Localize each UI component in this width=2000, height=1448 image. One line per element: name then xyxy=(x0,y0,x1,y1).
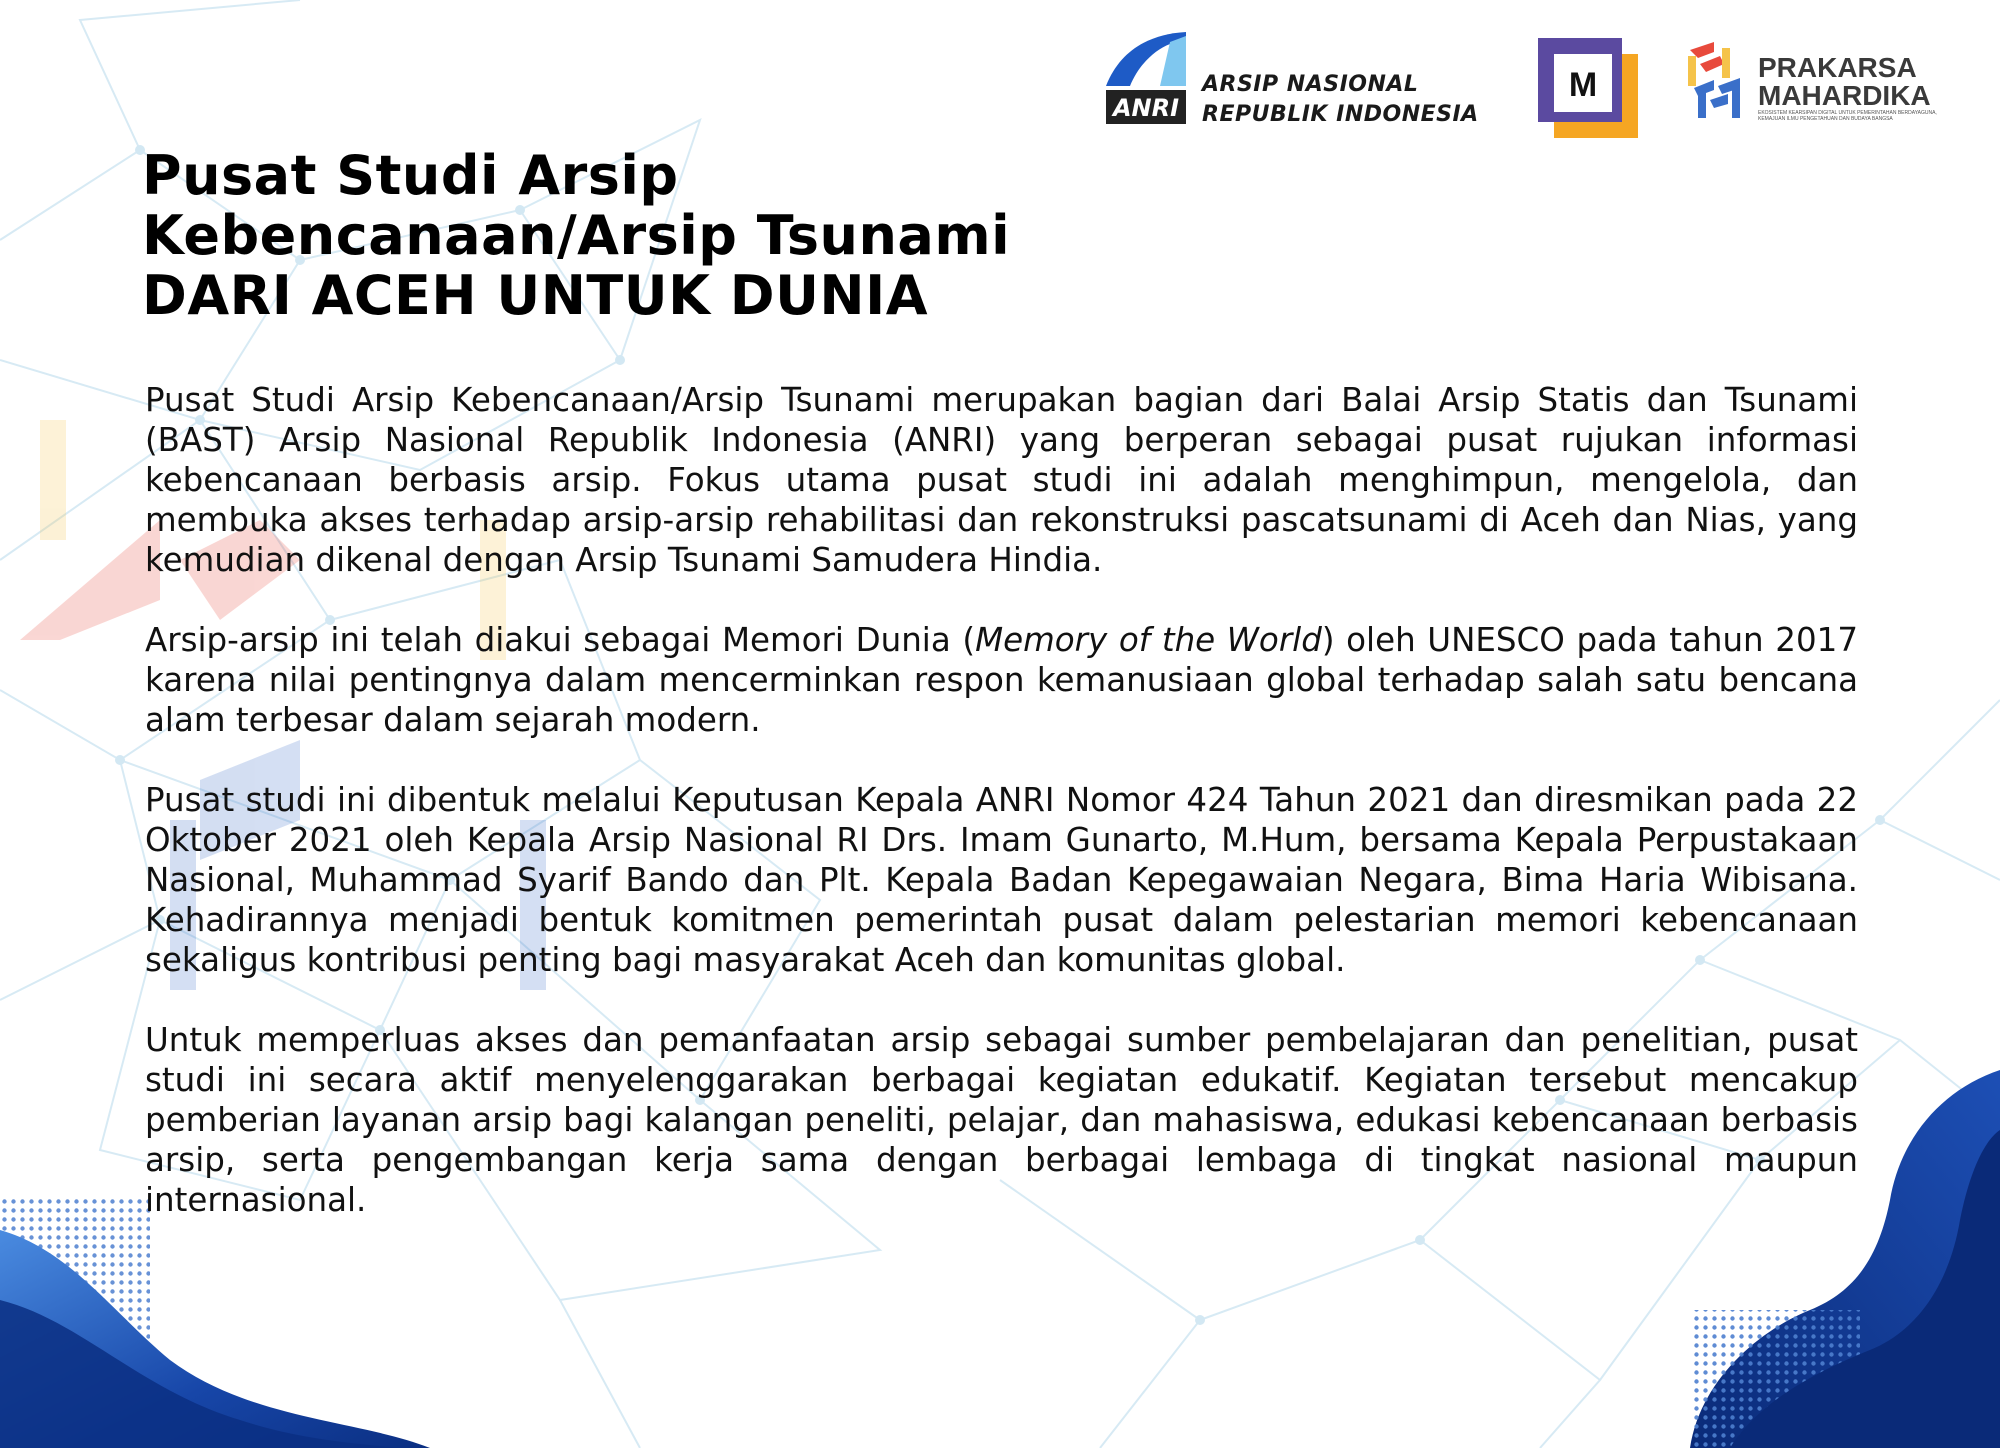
paragraph-4: Untuk memperluas akses dan pemanfaatan arsip sebagai sumber pembelajaran dan penelitian, pusat studi ini secara aktif menyelenggarakan berbagai kegiatan edukatif. Kegiatan tersebut mencakup pemberian layanan arsip bagi kalangan peneliti, pelajar, dan mahasiswa, edukasi kebencanaan berbasis arsip, serta pengembangan kerja sama dengan berbagai lembaga di tingkat nasional maupun internasional. xyxy=(145,1021,1858,1219)
pm-name-line2: MAHARDIKA xyxy=(1758,80,1931,111)
pm-logo-mark xyxy=(1684,42,1754,120)
pm-tagline xyxy=(1758,110,1954,122)
prakarsa-mahardika-logo xyxy=(1684,42,1954,122)
anri-name-line2: REPUBLIK INDONESIA xyxy=(1202,102,1479,127)
paragraph-2 xyxy=(145,620,1858,740)
m-logo-letter: M xyxy=(1568,66,1598,104)
anri-logo-letters: ANRI xyxy=(1112,94,1180,122)
paragraph-2-italic: Memory of the World xyxy=(975,621,1322,659)
anri-name xyxy=(1202,70,1479,130)
title-line1: Pusat Studi Arsip xyxy=(142,144,679,207)
pm-tagline-line1: EKOSISTEM KEARSIPAN DIGITAL UNTUK PEMERINTAHAN BERDAYAGUNA, xyxy=(1758,110,1937,116)
anri-name-line1: ARSIP NASIONAL xyxy=(1202,72,1419,97)
paragraph-3: Pusat studi ini dibentuk melalui Keputusan Kepala ANRI Nomor 424 Tahun 2021 dan diresmikan pada 22 Oktober 2021 oleh Kepala Arsip Nasional RI Drs. Imam Gunarto, M.Hum, bersama Kepala Perpustakaan Nasional, Muhammad Syarif Bando dan Plt. Kepala Badan Kepegawaian Negara, Bima Haria Wibisana. Kehadirannya menjadi bentuk komitmen pemerintah pusat dalam pelestarian memori kebencanaan sekaligus kontribusi penting bagi masyarakat Aceh dan komunitas global. xyxy=(145,781,1858,979)
paragraph-1: Pusat Studi Arsip Kebencanaan/Arsip Tsunami merupakan bagian dari Balai Arsip Statis dan Tsunami (BAST) Arsip Nasional Republik Indonesia (ANRI) yang berperan sebagai pusat rujukan informasi kebencanaan berbasis arsip. Fokus utama pusat studi ini adalah menghimpun, mengelola, dan membuka akses terhadap arsip-arsip rehabilitasi dan rekonstruksi pascatsunami di Aceh dan Nias, yang kemudian dikenal dengan Arsip Tsunami Samudera Hindia. xyxy=(145,381,1858,579)
paragraph-2-part1: Arsip-arsip ini telah diakui sebagai Memori Dunia ( xyxy=(145,621,976,659)
paragraph-2-part2: ) oleh UNESCO pada tahun 2017 karena nilai pentingnya dalam mencerminkan respon kemanusiaan global terhadap salah satu bencana alam terbesar dalam sejarah modern. xyxy=(145,621,1858,739)
m-logo xyxy=(1536,36,1640,140)
title-line2: Kebencanaan/Arsip Tsunami xyxy=(142,204,1011,267)
pm-name-line1: PRAKARSA xyxy=(1758,52,1917,83)
body-text xyxy=(145,380,1858,1260)
title-line3: DARI ACEH UNTUK DUNIA xyxy=(142,264,929,327)
anri-logo xyxy=(1100,30,1480,130)
anri-logo-mark xyxy=(1100,30,1192,126)
page-title xyxy=(142,146,1142,326)
pm-tagline-line2: KEMAJUAN ILMU PENGETAHUAN DAN BUDAYA BANGSA xyxy=(1758,116,1893,122)
pm-name xyxy=(1758,54,1931,110)
